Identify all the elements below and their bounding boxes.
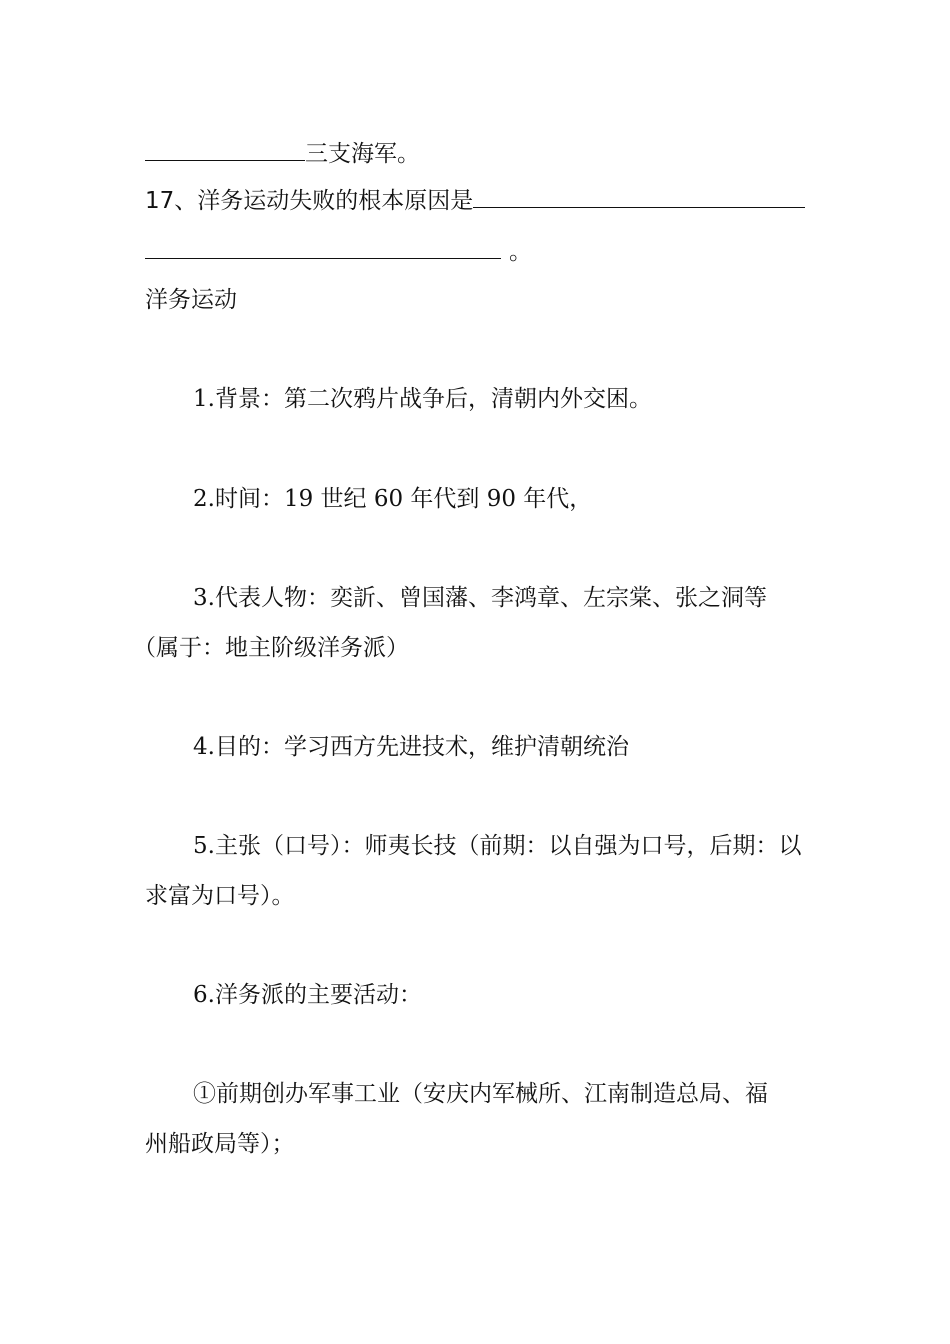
note-subitem-military: ①前期创办军事工业（安庆内军械所、江南制造总局、福 xyxy=(193,1081,768,1107)
answer-blank[interactable] xyxy=(145,138,305,161)
note-item-activities: 6.洋务派的主要活动： xyxy=(193,982,422,1008)
period: 。 xyxy=(509,239,532,265)
question-text: 、洋务运动失败的根本原因是 xyxy=(174,188,474,214)
note-item-figures: 3.代表人物：奕訢、曾国藩、李鸿章、左宗棠、张之洞等 xyxy=(193,585,767,611)
note-item-purpose: 4.目的：学习西方先进技术，维护清朝统治 xyxy=(193,734,629,760)
q16-tail-text: 三支海军。 xyxy=(305,141,420,167)
note-item-background: 1.背景：第二次鸦片战争后，清朝内外交困。 xyxy=(193,386,652,412)
q17-answer-line xyxy=(145,236,532,267)
question-number: 17 xyxy=(145,188,175,214)
note-subitem-military-cont: 州船政局等）； xyxy=(145,1131,295,1157)
note-item-slogan-cont: 求富为口号）。 xyxy=(145,883,295,909)
q16-answer-line xyxy=(145,138,420,169)
note-item-slogan: 5.主张（口号）：师夷长技（前期：以自强为口号，后期：以 xyxy=(193,833,802,859)
note-item-time: 2.时间：19 世纪 60 年代到 90 年代， xyxy=(193,486,593,512)
question-17 xyxy=(145,185,805,216)
answer-blank[interactable] xyxy=(473,185,805,208)
section-title: 洋务运动 xyxy=(145,287,237,313)
note-item-figures-cont: （属于：地主阶级洋务派） xyxy=(133,635,409,661)
answer-blank[interactable] xyxy=(145,236,501,259)
